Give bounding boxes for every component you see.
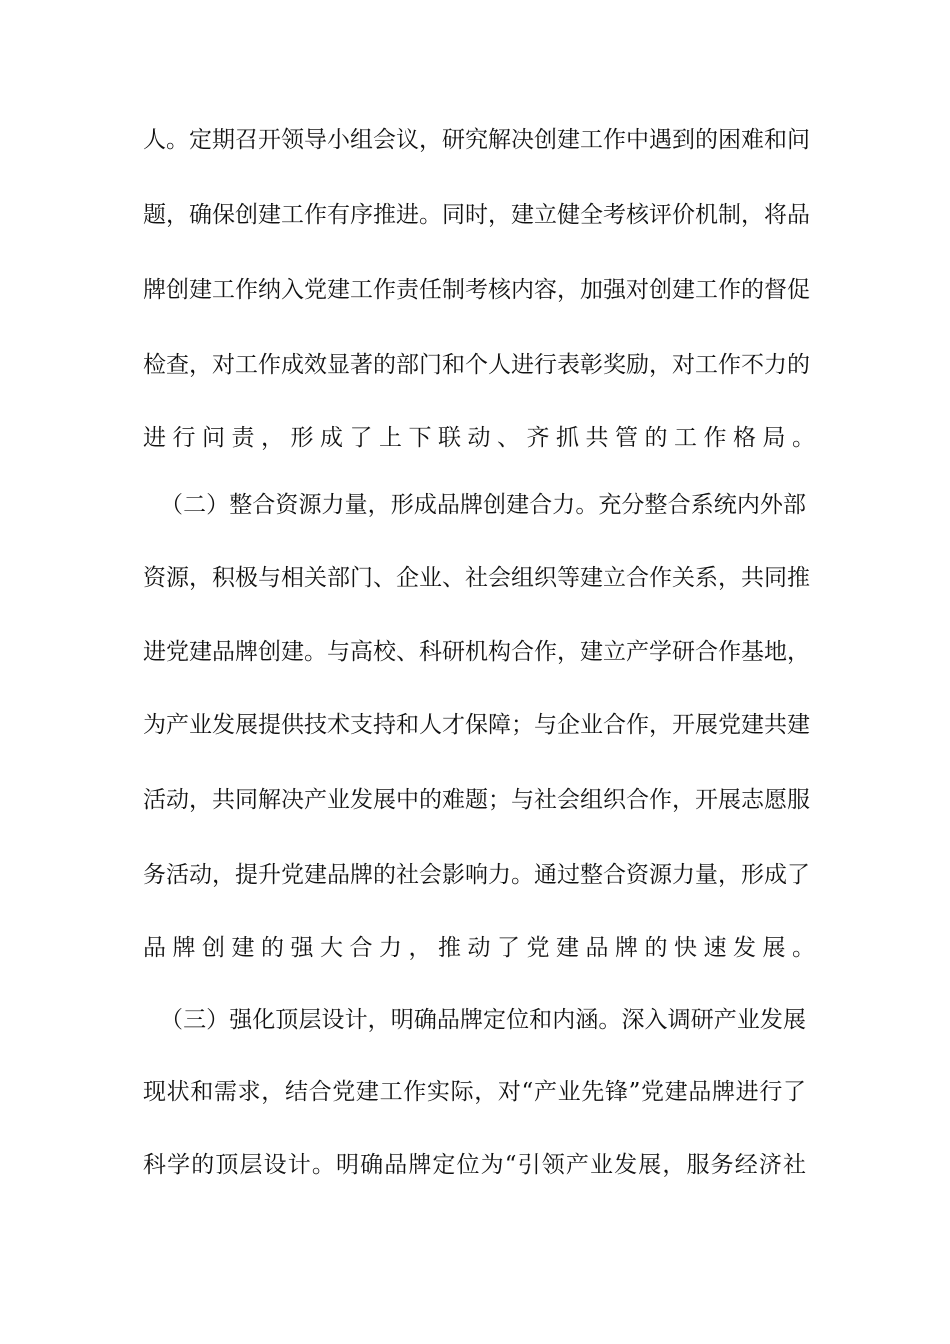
- text-line: 进党建品牌创建。与高校、科研机构合作，建立产学研合作基地，: [143, 639, 810, 665]
- paragraph-end-line: 进行问责，形成了上下联动、齐抓共管的工作格局。: [143, 425, 822, 451]
- text-line: 检查，对工作成效显著的部门和个人进行表彰奖励，对工作不力的: [143, 352, 810, 378]
- paragraph-end-line: 品牌创建的强大合力，推动了党建品牌的快速发展。: [143, 935, 822, 961]
- text-line: 为产业发展提供技术支持和人才保障；与企业合作，开展党建共建: [143, 712, 810, 738]
- text-line: 牌创建工作纳入党建工作责任制考核内容，加强对创建工作的督促: [143, 277, 810, 303]
- text-line: 人。定期召开领导小组会议，研究解决创建工作中遇到的困难和问: [143, 127, 810, 153]
- section-heading-line: （三）强化顶层设计，明确品牌定位和内涵。深入调研产业发展: [160, 1007, 806, 1033]
- section-heading-line: （二）整合资源力量，形成品牌创建合力。充分整合系统内外部: [160, 492, 806, 518]
- text-line: 活动，共同解决产业发展中的难题；与社会组织合作，开展志愿服: [143, 787, 810, 813]
- text-line: 资源，积极与相关部门、企业、社会组织等建立合作关系，共同推: [143, 565, 810, 591]
- text-line: 科学的顶层设计。明确品牌定位为“引领产业发展，服务经济社: [143, 1152, 806, 1178]
- text-line: 题，确保创建工作有序推进。同时，建立健全考核评价机制，将品: [143, 202, 810, 228]
- text-line: 务活动，提升党建品牌的社会影响力。通过整合资源力量，形成了: [143, 862, 810, 888]
- text-line: 现状和需求，结合党建工作实际，对“产业先锋”党建品牌进行了: [143, 1079, 806, 1105]
